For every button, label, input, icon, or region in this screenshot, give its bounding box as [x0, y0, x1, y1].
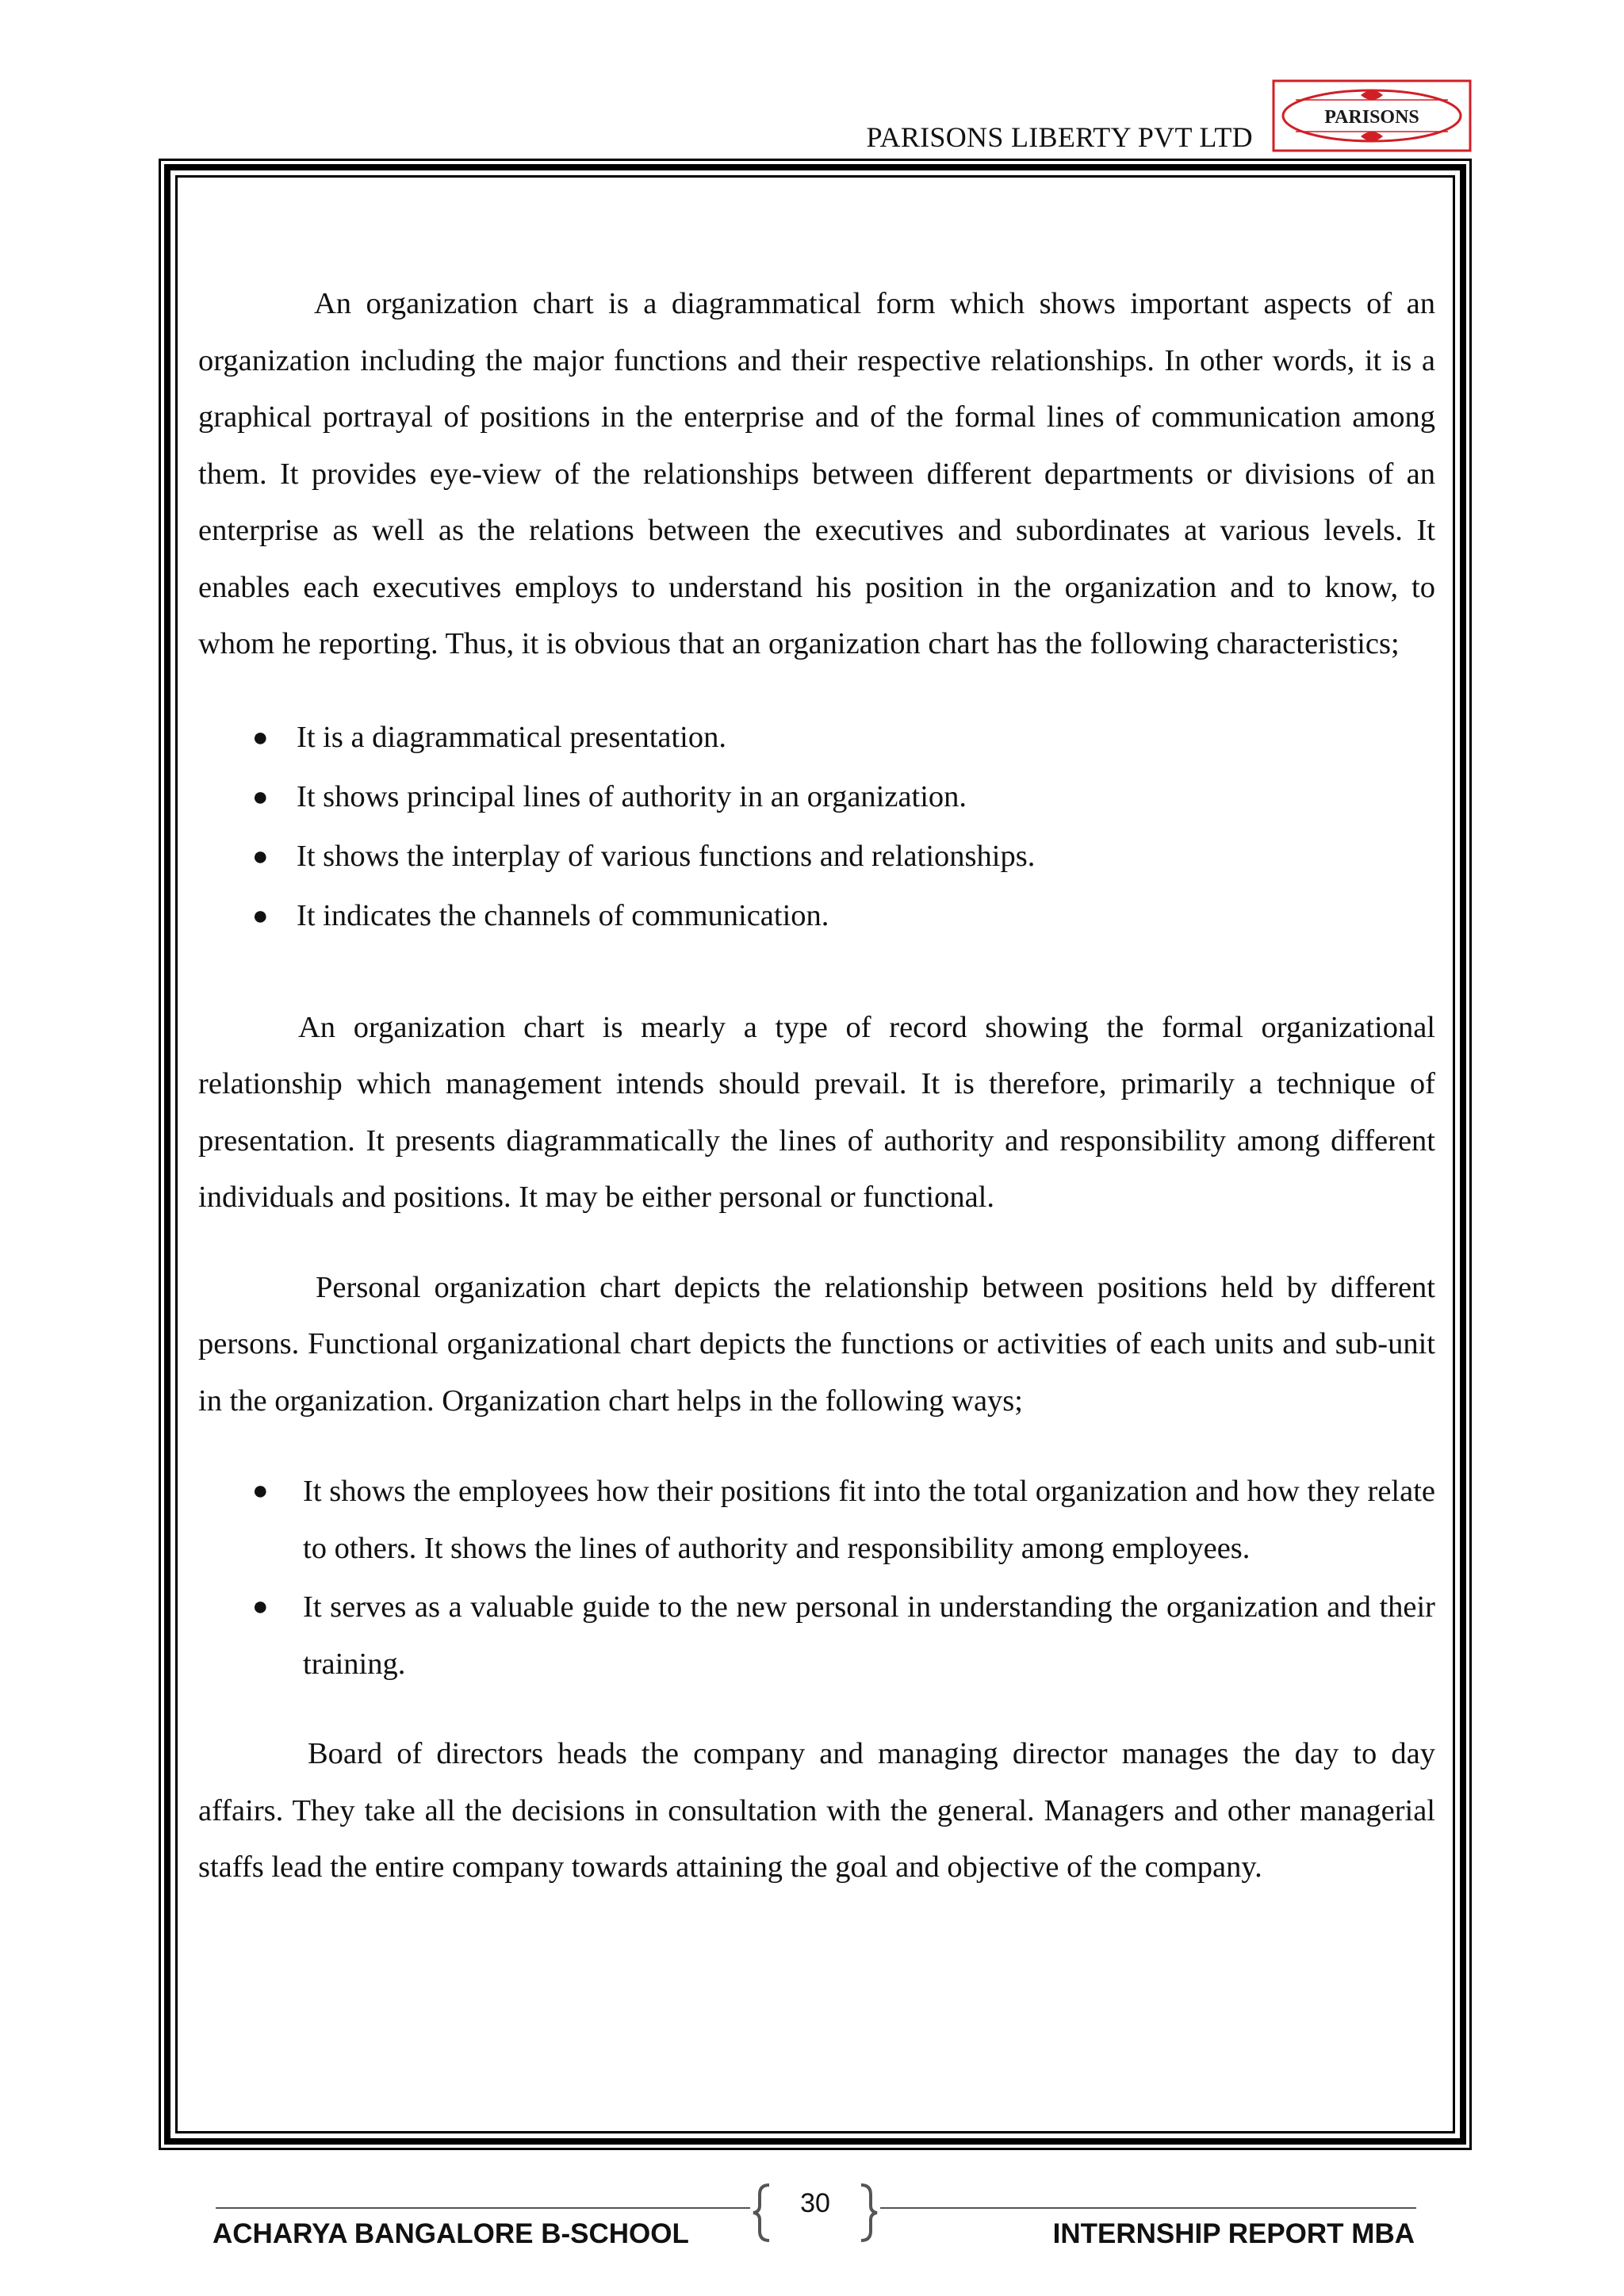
paragraph-board-of-directors: Board of directors heads the company and managing director manages the day to day affairs. They take all the decisions in consultation with the general. Managers and other managerial staffs lead the entire company towards attaining the goal and objective of the company.	[198, 1737, 1435, 1884]
paragraph-org-chart-definition: An organization chart is a diagrammatical form which shows important aspects of an organization including the major functions and their respective relationships. In other words, it is a graphical portrayal of positions in the enterprise and of the formal lines of communication among them. It provides eye-view of the relationships between different departments or divisions of an enterprise as well as the relations between the executives and subordinates at various levels. It enables each executives employs to understand his position in the organization and to know, to whom he reporting. Thus, it is obvious that an organization chart has the following characteristics;	[198, 287, 1435, 660]
paragraph-record-type: An organization chart is mearly a type of record showing the formal organizational relationship which management intends should prevail. It is therefore, primarily a technique of presentation. It presents diagrammatically the lines of authority and responsibility among different individuals and positions. It may be either personal or functional.	[198, 1010, 1435, 1214]
bullet-icon: ●	[252, 841, 269, 871]
footer-divider-left	[216, 2207, 750, 2209]
bullet-icon: ●	[252, 1592, 269, 1621]
paragraph-personal-functional: Personal organization chart depicts the relationship between positions held by different persons. Functional organizational chart depicts the functions or activities of each units and sub-unit in the organization. Organization chart helps in the following ways;	[198, 1270, 1435, 1418]
list-item: ● It shows the interplay of various functions and relationships.	[198, 827, 1435, 886]
list-item: ● It shows principal lines of authority in an organization.	[198, 767, 1435, 827]
page-content	[198, 276, 1435, 1896]
list-item: ● It shows the employees how their positions fit into the total organization and how they relate to others. It shows the lines of authority and responsibility among employees.	[198, 1463, 1435, 1577]
left-brace-icon	[750, 2182, 774, 2244]
bullet-icon: ●	[252, 1476, 269, 1506]
footer-report-title: INTERNSHIP REPORT MBA	[1052, 2218, 1415, 2249]
list-item: ● It indicates the channels of communication.	[198, 886, 1435, 946]
logo-text: PARISONS	[1324, 107, 1419, 128]
bullet-icon: ●	[252, 722, 269, 752]
bullet-icon: ●	[252, 901, 269, 931]
page-number: 30	[800, 2188, 830, 2218]
bullet-icon: ●	[252, 782, 269, 812]
list-item: ● It is a diagrammatical presentation.	[198, 708, 1435, 767]
list-item: ● It serves as a valuable guide to the new personal in understanding the organization and their training.	[198, 1578, 1435, 1693]
helps-list	[198, 1463, 1435, 1693]
right-brace-icon	[856, 2182, 880, 2244]
company-name: PARISONS LIBERTY PVT LTD	[866, 121, 1253, 153]
footer-divider-right	[880, 2207, 1416, 2209]
footer-school-name: ACHARYA BANGALORE B-SCHOOL	[213, 2218, 689, 2249]
characteristics-list	[198, 708, 1435, 946]
parisons-logo	[1272, 79, 1472, 152]
